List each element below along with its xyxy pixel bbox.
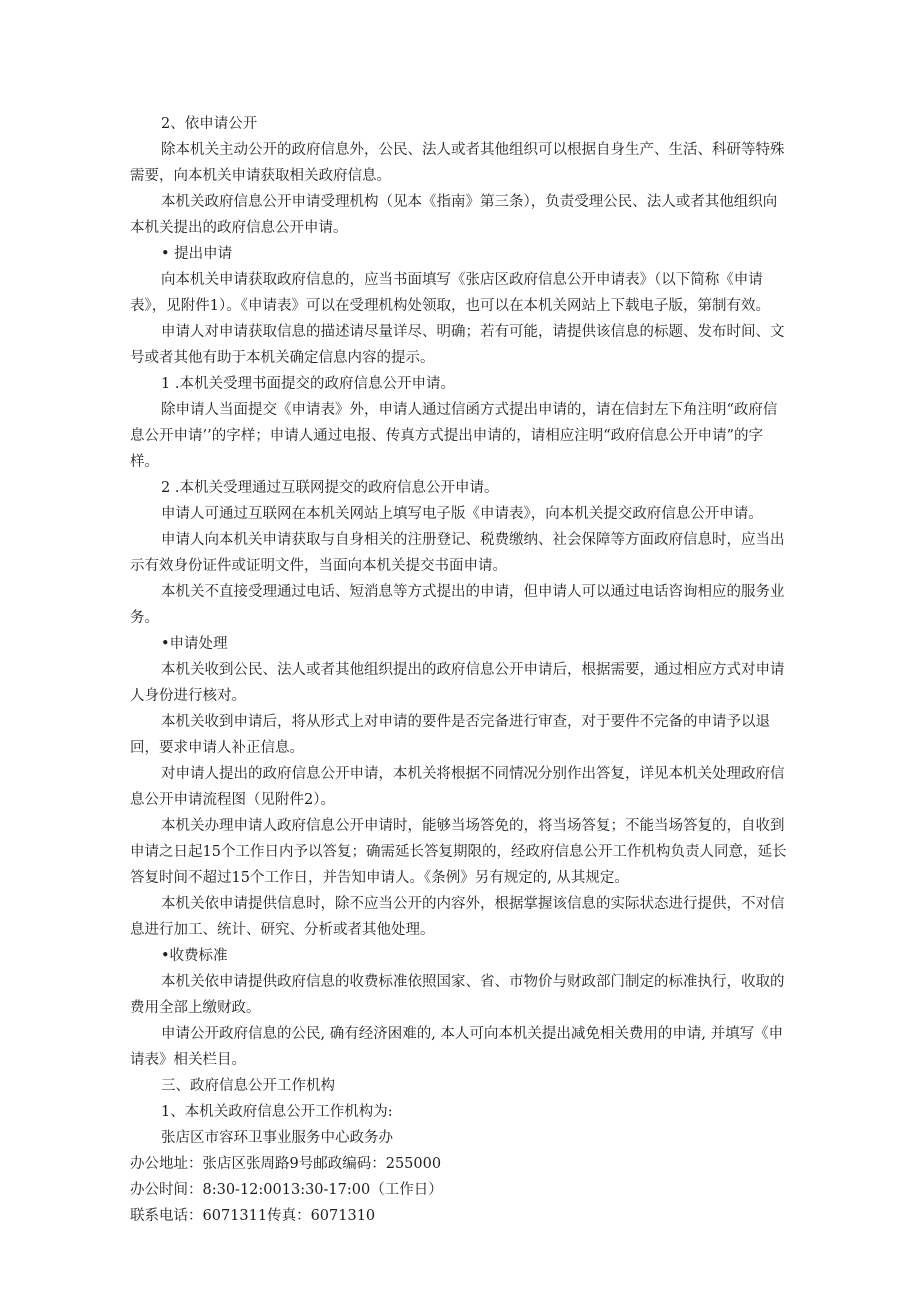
paragraph: 本机关办理申请人政府信息公开申请时，能够当场答免的，将当场答复；不能当场答复的，自收到申请之日起15个工作日内予以答复；确需延长答复期限的，经政府信息公开工作机构负责人同意，延长答复时间不超过15个工作日，并告知申请人。《条例》另有规定的, 从其规定。 — [130, 818, 787, 886]
paragraph: 除本机关主动公开的政府信息外，公民、法人或者其他组织可以根据自身生产、生活、科研等特殊需要，向本机关申请获取相关政府信息。 — [130, 142, 785, 184]
bullet-heading-submit: • 提出申请 — [161, 246, 233, 262]
office-address: 办公地址：张店区张周路9号邮政编码：255000 — [130, 1156, 442, 1172]
paragraph: 申请人可通过互联网在本机关网站上填写电子版《申请表》，向本机关提交政府信息公开申请。 — [161, 506, 763, 522]
paragraph: 申请公开政府信息的公民, 确有经济困难的, 本人可向本机关提出减免相关费用的申请, 并填写《申请表》相关栏目。 — [130, 1026, 784, 1068]
office-hours: 办公时间：8:30-12:0013:30-17:00（工作日） — [130, 1182, 443, 1198]
paragraph: 本机关不直接受理通过电话、短消息等方式提出的申请，但申请人可以通过电话咨询相应的服务业务。 — [130, 584, 785, 626]
numbered-item: 2 .本机关受理通过互联网提交的政府信息公开申请。 — [161, 480, 499, 496]
bullet-heading-processing: •申请处理 — [161, 636, 228, 652]
document-body — [130, 111, 790, 1229]
contact-phone: 联系电话：6071311传真：6071310 — [130, 1208, 376, 1224]
paragraph: 本机关收到公民、法人或者其他组织提出的政府信息公开申请后，根据需要，通过相应方式对申请人身份进行核对。 — [130, 662, 785, 704]
paragraph: 向本机关申请获取政府信息的，应当书面填写《张店区政府信息公开申请表》（以下简称《申请表》，见附件1）。《申请表》可以在受理机构处领取，也可以在本机关网站上下载电子版，第制有效。 — [130, 272, 770, 314]
numbered-item: 1 .本机关受理书面提交的政府信息公开申请。 — [161, 376, 455, 392]
paragraph: 申请人向本机关申请获取与自身相关的注册登记、税费缴纳、社会保障等方面政府信息时，应当出示有效身份证件或证明文件，当面向本机关提交书面申请。 — [130, 532, 785, 574]
paragraph: 本机关收到申请后，将从形式上对申请的要件是否完备进行审查，对于要件不完备的申请予以退回，要求申请人补正信息。 — [130, 714, 770, 756]
paragraph: 除申请人当面提交《申请表》外，申请人通过信函方式提出申请的，请在信封左下角注明“政府信息公开申请’’的字样；申请人通过电报、传真方式提出申请的，请相应注明“政府信息公开申请”的字样。 — [130, 402, 778, 470]
paragraph: 本机关依申请提供信息时，除不应当公开的内容外，根据掌握该信息的实际状态进行提供，不对信息进行加工、统计、研究、分析或者其他处理。 — [130, 896, 785, 938]
numbered-item: 1、本机关政府信息公开工作机构为: — [161, 1104, 393, 1120]
paragraph: 申请人对申请获取信息的描述请尽量详尽、明确；若有可能，请提供该信息的标题、发布时间、文号或者其他有助于本机关确定信息内容的提示。 — [130, 324, 785, 366]
section-heading-apply: 2、依申请公开 — [161, 116, 258, 132]
office-name: 张店区市容环卫事业服务中心政务办 — [161, 1130, 393, 1146]
bullet-heading-fees: •收费标准 — [161, 948, 228, 964]
section-heading-office: 三、政府信息公开工作机构 — [161, 1078, 335, 1094]
paragraph: 对申请人提出的政府信息公开申请，本机关将根据不同情况分别作出答复，详见本机关处理政府信息公开申请流程图（见附件2）。 — [130, 766, 785, 808]
paragraph: 本机关政府信息公开申请受理机构（见本《指南》第三条），负责受理公民、法人或者其他组织向本机关提出的政府信息公开申请。 — [130, 194, 778, 236]
paragraph: 本机关依申请提供政府信息的收费标准依照国家、省、市物价与财政部门制定的标准执行，收取的费用全部上缴财政。 — [130, 974, 785, 1016]
